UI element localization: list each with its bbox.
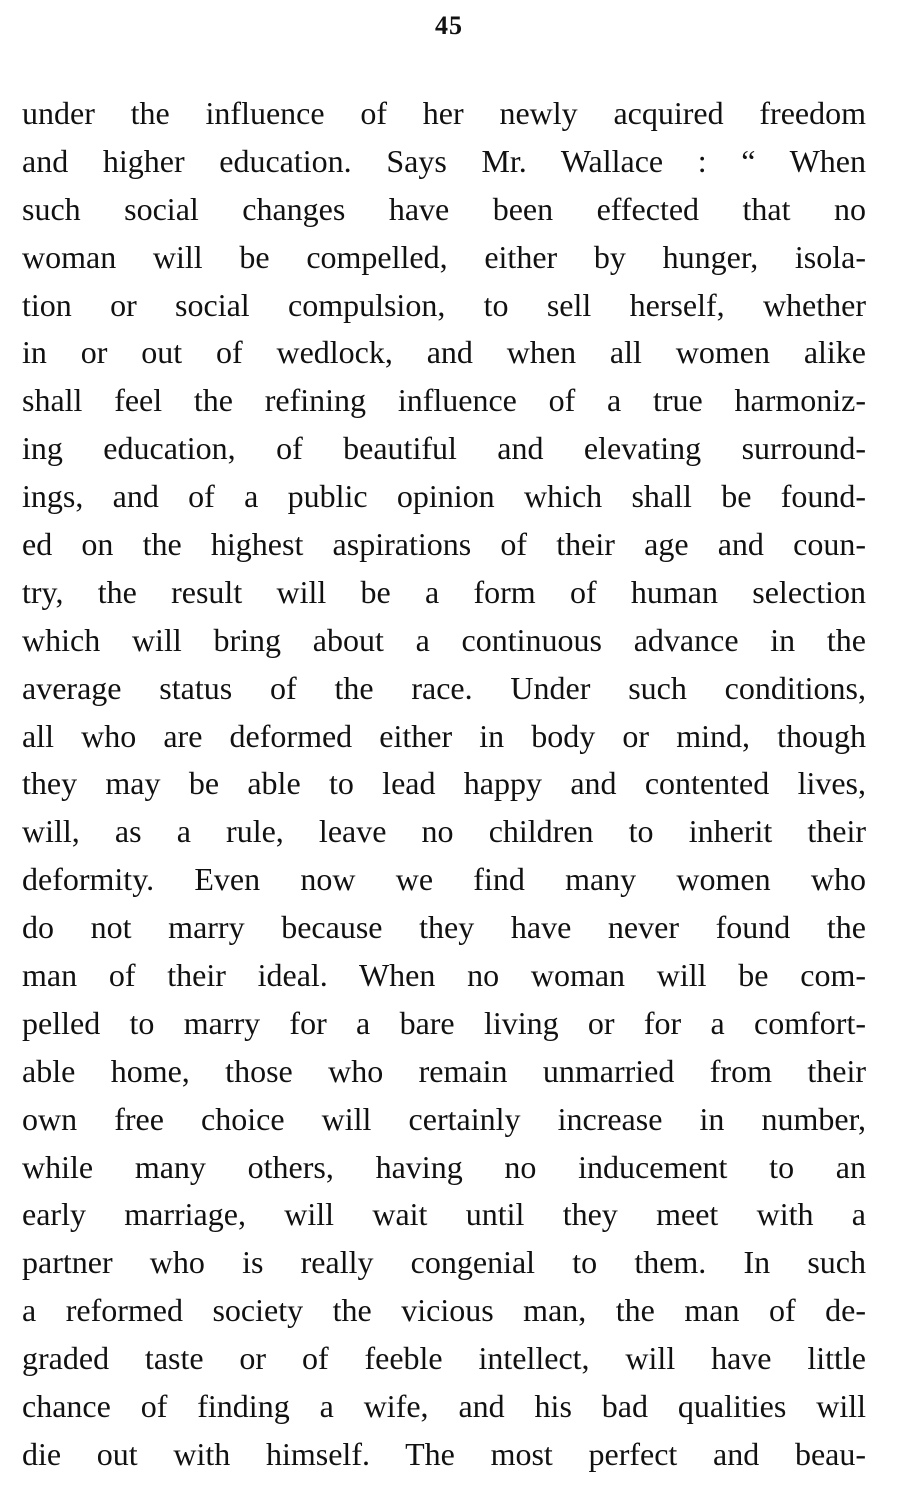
text-line: die out with himself. The most perfect and beau- [22, 1435, 866, 1472]
text-line: in or out of wedlock, and when all women alike [22, 334, 866, 371]
text-line: able home, those who remain unmarried from their [22, 1052, 866, 1089]
text-line: do not marry because they have never found the [22, 909, 866, 946]
text-line: average status of the race. Under such conditions, [22, 669, 866, 706]
text-line: try, the result will be a form of human selection [22, 573, 866, 610]
text-line: will, as a rule, leave no children to inherit their [22, 813, 866, 850]
text-line: chance of finding a wife, and his bad qualities will [22, 1388, 866, 1425]
text-line: a reformed society the vicious man, the man of de- [22, 1292, 866, 1329]
text-line: graded taste or of feeble intellect, will have little [22, 1340, 866, 1377]
text-line: such social changes have been effected that no [22, 190, 866, 227]
text-line: early marriage, will wait until they meet with a [22, 1196, 866, 1233]
text-line: tion or social compulsion, to sell herself, whether [22, 286, 866, 323]
body-text [22, 90, 866, 1479]
text-line: man of their ideal. When no woman will be com- [22, 957, 866, 994]
text-line: while many others, having no inducement to an [22, 1148, 866, 1185]
text-line: under the influence of her newly acquired freedom [22, 95, 866, 131]
text-line: ings, and of a public opinion which shall be found- [22, 478, 866, 515]
text-line: woman will be compelled, either by hunger, isola- [22, 238, 866, 275]
text-line: ed on the highest aspirations of their age and coun- [22, 526, 866, 563]
text-line: partner who is really congenial to them. In such [22, 1244, 866, 1281]
text-line: which will bring about a continuous advance in the [22, 621, 866, 658]
text-line: pelled to marry for a bare living or for a comfort- [22, 1004, 866, 1041]
text-line: and higher education. Says Mr. Wallace : “ When [22, 142, 866, 179]
text-line: they may be able to lead happy and contented lives, [22, 765, 866, 802]
text-line: ing education, of beautiful and elevating surround- [22, 430, 866, 467]
text-line: deformity. Even now we find many women who [22, 861, 866, 898]
text-line: all who are deformed either in body or mind, though [22, 717, 866, 754]
text-line: own free choice will certainly increase in number, [22, 1100, 866, 1137]
text-line: shall feel the refining influence of a true harmoniz- [22, 382, 866, 419]
page-number: 45 [435, 11, 463, 40]
